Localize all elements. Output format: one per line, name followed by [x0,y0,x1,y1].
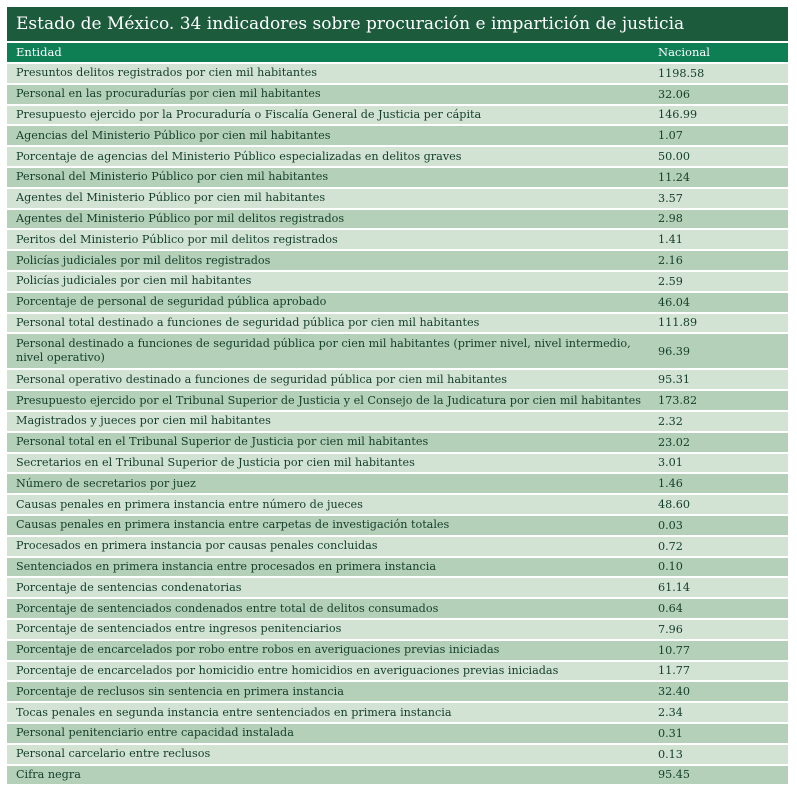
row-label: Número de secretarios por juez [16,476,196,490]
row-value: 2.34 [658,706,683,719]
table-row [7,516,788,535]
row-label: Porcentaje de agencias del Ministerio Público especializadas en delitos graves [16,149,462,163]
row-label: Peritos del Ministerio Público por mil delitos registrados [16,232,338,246]
row-value: 50.00 [658,150,691,164]
row-label: Agentes del Ministerio Público por mil delitos registrados [16,211,345,225]
row-label: Personal del Ministerio Público por cien mil habitantes [16,170,329,184]
table-row [7,106,788,125]
row-label: Porcentaje de sentenciados condenados entre total de delitos consumados [16,601,439,615]
row-label: Presupuesto ejercido por la Procuraduría o Fiscalía General de Justicia per cápita [16,107,482,121]
table-title: Estado de México. 34 indicadores sobre procuración e impartición de justicia [7,7,788,41]
table-row [7,85,788,104]
header-national: Nacional [658,45,710,59]
row-value: 0.64 [658,602,683,616]
table-row [7,230,788,249]
row-label: Secretarios en el Tribunal Superior de Justicia por cien mil habitantes [16,455,415,469]
table-row [7,126,788,145]
table-row [7,391,788,410]
row-label: Policías judiciales por cien mil habitantes [16,274,252,288]
table-row [7,724,788,743]
table-row [7,703,788,722]
row-value: 61.14 [658,581,691,595]
table-row [7,558,788,577]
table-header-row [7,43,788,62]
row-value: 0.13 [658,747,683,761]
row-label: Porcentaje de sentencias condenatorias [16,580,242,594]
row-value: 1.41 [658,233,683,247]
row-label: Policías judiciales por mil delitos registrados [16,253,271,267]
row-label: Porcentaje de reclusos sin sentencia en primera instancia [16,684,344,698]
row-label: Porcentaje de personal de seguridad pública aprobado [16,295,327,309]
row-label: Personal carcelario entre reclusos [16,747,211,761]
row-value: 32.06 [658,87,691,101]
row-value: 2.98 [658,212,683,226]
table-row [7,620,788,639]
table-row [7,641,788,660]
row-value: 23.02 [658,435,691,449]
row-value: 1.07 [658,129,683,143]
row-value: 7.96 [658,622,683,636]
row-label: Porcentaje de encarcelados por robo entre robos en averiguaciones previas iniciadas [16,643,500,657]
table-row [7,578,788,597]
table-row [7,766,788,785]
row-label: Personal penitenciario entre capacidad instalada [16,726,294,740]
row-label: Tocas penales en segunda instancia entre sentenciados en primera instancia [16,705,452,719]
row-value: 95.31 [658,373,691,387]
row-value: 111.89 [658,316,698,330]
table-row [7,64,788,83]
row-value: 0.10 [658,560,683,574]
row-label: Agentes del Ministerio Público por cien mil habitantes [16,191,326,205]
row-label: Personal total en el Tribunal Superior de Justicia por cien mil habitantes [16,435,429,449]
header-entity: Entidad [16,45,62,59]
row-label: Personal total destinado a funciones de seguridad pública por cien mil habitantes [16,315,480,329]
table-body [7,64,788,784]
table-row [7,189,788,208]
row-label: Personal en las procuradurías por cien mil habitantes [16,87,321,101]
row-label: Porcentaje de encarcelados por homicidio entre homicidios en averiguaciones previas iniciadas [16,663,559,677]
table-row [7,370,788,389]
table-row [7,412,788,431]
row-value: 2.59 [658,274,683,288]
row-value: 0.72 [658,539,683,553]
row-value: 3.57 [658,191,683,205]
row-label: Magistrados y jueces por cien mil habitantes [16,414,271,428]
table-row [7,272,788,291]
row-value: 11.24 [658,170,691,184]
indicators-table [7,7,788,784]
row-value: 0.03 [658,518,683,532]
row-label: Agencias del Ministerio Público por cien mil habitantes [16,128,331,142]
table-row [7,147,788,166]
row-value: 3.01 [658,456,683,470]
row-label: Causas penales en primera instancia entre número de jueces [16,497,363,511]
row-label: Cifra negra [16,767,81,781]
table-row [7,745,788,764]
row-value: 1.46 [658,477,683,491]
row-label: Presuntos delitos registrados por cien mil habitantes [16,66,317,80]
table-row [7,251,788,270]
table-row [7,168,788,187]
row-value: 2.16 [658,254,683,268]
row-value: 2.32 [658,414,683,428]
row-value: 1198.58 [658,66,705,80]
table-row [7,314,788,333]
row-value: 96.39 [658,344,691,358]
table-row [7,662,788,681]
row-label: Procesados en primera instancia por causas penales concluidas [16,539,378,553]
row-label: Causas penales en primera instancia entre carpetas de investigación totales [16,518,450,532]
table-row [7,293,788,312]
row-label: Presupuesto ejercido por el Tribunal Superior de Justicia y el Consejo de la Judicatura por cien mil habitantes [16,393,641,407]
table-row [7,334,788,368]
row-label: Sentenciados en primera instancia entre procesados en primera instancia [16,559,437,573]
row-label: Personal operativo destinado a funciones de seguridad pública por cien mil habitantes [16,372,508,386]
row-value: 146.99 [658,108,698,122]
row-value: 95.45 [658,768,691,782]
table-row [7,474,788,493]
table-row [7,495,788,514]
table-row [7,454,788,473]
row-value: 32.40 [658,685,691,699]
row-value: 173.82 [658,394,698,408]
table-row [7,433,788,452]
table-row [7,210,788,229]
row-label: Personal destinado a funciones de seguridad pública por cien mil habitantes (primer nivel, nivel intermedio, nivel operativo) [16,337,631,365]
row-value: 46.04 [658,295,691,309]
row-label: Porcentaje de sentenciados entre ingresos penitenciarios [16,622,342,636]
table-row [7,599,788,618]
table-row [7,537,788,556]
row-value: 0.31 [658,726,683,740]
row-value: 11.77 [658,664,691,678]
table-row [7,682,788,701]
row-value: 48.60 [658,498,691,512]
row-value: 10.77 [658,643,691,657]
